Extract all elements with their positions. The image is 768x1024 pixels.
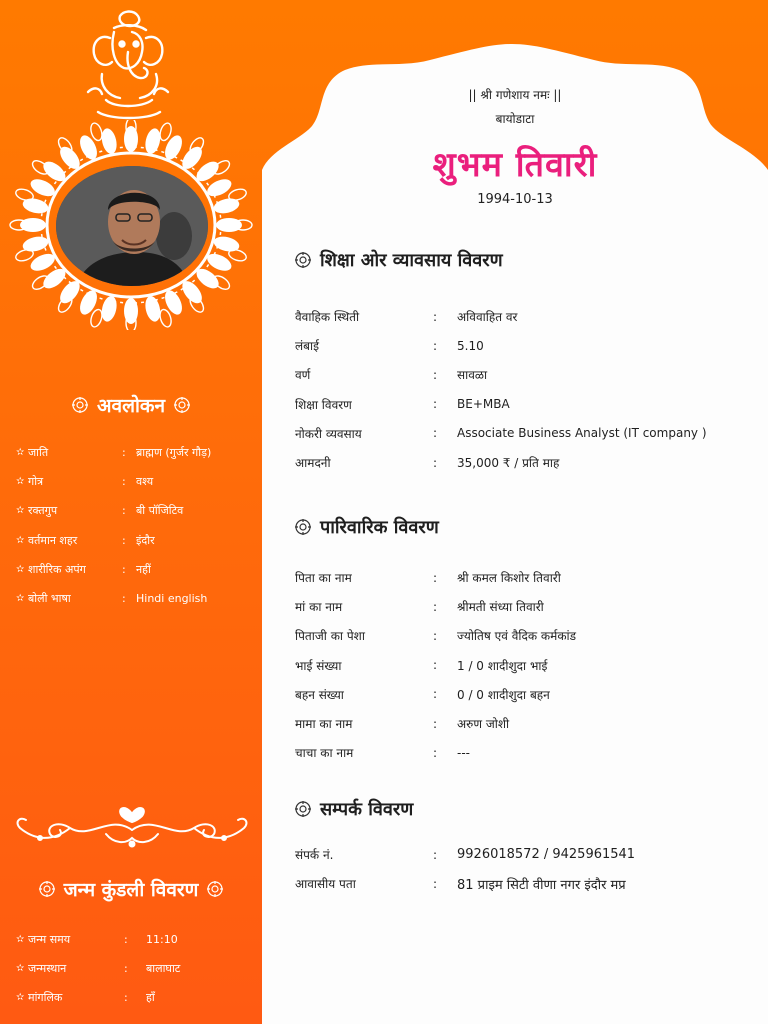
overview-row bbox=[16, 467, 256, 496]
star-icon: ✫ bbox=[16, 534, 25, 546]
star-icon: ✫ bbox=[16, 593, 25, 605]
shloka-text: || श्री गणेशाय नमः || bbox=[468, 88, 562, 102]
detail-label: नोकरी व्यवसाय bbox=[295, 426, 362, 441]
detail-value: --- bbox=[457, 745, 470, 760]
colon-separator: : bbox=[124, 962, 128, 976]
detail-label: आवासीय पता bbox=[295, 877, 356, 892]
star-icon: ✫ bbox=[16, 992, 25, 1004]
kundali-label: जन्म समय bbox=[28, 933, 71, 947]
detail-label: भाई संख्या bbox=[295, 658, 342, 673]
family-row bbox=[295, 709, 745, 738]
education-row bbox=[295, 390, 745, 419]
overview-row bbox=[16, 526, 256, 555]
mandala-petal bbox=[227, 187, 247, 202]
overview-label: रक्तगुप bbox=[28, 504, 58, 518]
contact-list bbox=[295, 840, 745, 898]
star-icon: ✫ bbox=[16, 934, 25, 946]
contact-row bbox=[295, 840, 745, 869]
detail-value: सावळा bbox=[457, 368, 488, 383]
contact-heading-text: सम्पर्क विवरण bbox=[320, 799, 414, 820]
family-row bbox=[295, 651, 745, 680]
mandala-petal bbox=[227, 248, 247, 263]
detail-value: श्री कमल किशोर तिवारी bbox=[457, 571, 561, 586]
education-row bbox=[295, 448, 745, 477]
family-row bbox=[295, 680, 745, 709]
mandala-petal bbox=[143, 127, 162, 155]
colon-separator: : bbox=[433, 599, 438, 614]
kundali-row bbox=[16, 954, 256, 983]
contact-row bbox=[295, 869, 745, 898]
overview-value: Hindi english bbox=[136, 592, 208, 606]
detail-label: पिताजी का पेशा bbox=[295, 629, 365, 644]
detail-label: चाचा का नाम bbox=[295, 746, 354, 761]
kundali-heading bbox=[0, 876, 262, 902]
education-row bbox=[295, 302, 745, 331]
biodata-label: बायोडाटा bbox=[495, 112, 535, 126]
family-row bbox=[295, 621, 745, 650]
colon-separator: : bbox=[122, 446, 126, 460]
flower-ornament-icon bbox=[173, 396, 191, 414]
mandala-petal bbox=[89, 122, 104, 142]
overview-row bbox=[16, 496, 256, 525]
overview-value: बी पॉजिटिव bbox=[136, 504, 184, 518]
education-section-heading bbox=[294, 248, 503, 272]
colon-separator: : bbox=[122, 592, 126, 606]
detail-value: अविवाहित वर bbox=[457, 310, 518, 325]
ganesha-icon bbox=[80, 8, 176, 126]
person-name: शुभम तिवारी bbox=[432, 145, 598, 185]
mandala-petal bbox=[158, 122, 173, 142]
colon-separator: : bbox=[433, 876, 438, 891]
kundali-label: मांगलिक bbox=[28, 991, 63, 1005]
flower-ornament-icon bbox=[71, 396, 89, 414]
colon-separator: : bbox=[433, 338, 438, 353]
education-list bbox=[295, 302, 745, 477]
mandala-petal bbox=[143, 295, 162, 323]
kundali-row bbox=[16, 983, 256, 1012]
kundali-row bbox=[16, 925, 256, 954]
overview-label: वर्तमान शहर bbox=[28, 533, 78, 547]
colon-separator: : bbox=[433, 397, 438, 412]
flower-ornament-icon bbox=[294, 518, 312, 536]
overview-value: ब्राह्मण (गुर्जर गौड़) bbox=[136, 446, 212, 460]
colon-separator: : bbox=[433, 658, 438, 673]
overview-label: गोत्र bbox=[28, 475, 44, 489]
detail-value: 5.10 bbox=[457, 338, 484, 353]
detail-label: मां का नाम bbox=[295, 600, 343, 615]
family-row bbox=[295, 563, 745, 592]
kundali-value: हाँ bbox=[146, 991, 155, 1005]
date-of-birth: 1994-10-13 bbox=[477, 192, 553, 207]
colon-separator: : bbox=[433, 716, 438, 731]
overview-label: जाति bbox=[28, 446, 49, 460]
mandala-petal bbox=[14, 248, 34, 263]
detail-value: अरुण जोशी bbox=[457, 717, 510, 732]
colon-separator: : bbox=[433, 309, 438, 324]
kundali-heading-text: जन्म कुंडली विवरण bbox=[63, 879, 199, 901]
detail-label: संपर्क नं. bbox=[295, 848, 334, 863]
mandala-petal bbox=[21, 196, 49, 215]
overview-heading-text: अवलोकन bbox=[96, 395, 166, 417]
detail-value: 35,000 ₹ / प्रति माह bbox=[457, 456, 560, 471]
overview-label: शारीरिक अपंग bbox=[28, 562, 86, 576]
education-row bbox=[295, 419, 745, 448]
colon-separator: : bbox=[433, 687, 438, 702]
detail-value: ज्योतिष एवं वैदिक कर्मकांड bbox=[457, 629, 577, 644]
colon-separator: : bbox=[433, 455, 438, 470]
flower-ornament-icon bbox=[206, 880, 224, 898]
detail-label: वर्ण bbox=[295, 368, 311, 383]
overview-heading bbox=[0, 392, 262, 418]
flower-ornament-icon bbox=[294, 800, 312, 818]
star-icon: ✫ bbox=[16, 505, 25, 517]
overview-row bbox=[16, 584, 256, 613]
star-icon: ✫ bbox=[16, 963, 25, 975]
detail-label: मामा का नाम bbox=[295, 717, 353, 732]
mandala-petal bbox=[99, 295, 118, 323]
detail-value: BE+MBA bbox=[457, 397, 510, 412]
profile-photo bbox=[56, 166, 208, 286]
colon-separator: : bbox=[433, 570, 438, 585]
star-icon: ✫ bbox=[16, 476, 25, 488]
detail-value: 1 / 0 शादीशुदा भाई bbox=[457, 658, 548, 673]
colon-separator: : bbox=[122, 533, 126, 547]
detail-label: बहन संख्या bbox=[295, 687, 344, 702]
detail-label: आमदनी bbox=[295, 456, 331, 471]
kundali-value: बालाघाट bbox=[146, 962, 181, 976]
family-list bbox=[295, 563, 745, 767]
flower-ornament-icon bbox=[38, 880, 56, 898]
colon-separator: : bbox=[122, 475, 126, 489]
mandala-petal bbox=[21, 234, 49, 253]
mandala-petal bbox=[158, 308, 173, 328]
colon-separator: : bbox=[122, 562, 126, 576]
family-heading-text: पारिवारिक विवरण bbox=[320, 517, 439, 538]
detail-value: 9926018572 / 9425961541 bbox=[457, 847, 636, 863]
education-row bbox=[295, 331, 745, 360]
detail-value: Associate Business Analyst (IT company ) bbox=[457, 426, 707, 441]
detail-value: श्रीमती संध्या तिवारी bbox=[457, 600, 544, 615]
mandala-petal bbox=[212, 234, 240, 253]
family-section-heading bbox=[294, 515, 439, 539]
kundali-list bbox=[16, 925, 256, 1013]
overview-row bbox=[16, 555, 256, 584]
colon-separator: : bbox=[433, 628, 438, 643]
contact-section-heading bbox=[294, 797, 413, 821]
mandala-petal bbox=[89, 308, 104, 328]
colon-separator: : bbox=[124, 933, 128, 947]
detail-value: 81 प्राइम सिटी वीणा नगर इंदौर मप्र bbox=[457, 877, 626, 893]
colon-separator: : bbox=[433, 426, 438, 441]
family-row bbox=[295, 738, 745, 767]
colon-separator: : bbox=[124, 991, 128, 1005]
colon-separator: : bbox=[433, 367, 438, 382]
flower-ornament-icon bbox=[294, 251, 312, 269]
detail-value: 0 / 0 शादीशुदा बहन bbox=[457, 687, 550, 702]
kundali-label: जन्मस्थान bbox=[28, 962, 67, 976]
colon-separator: : bbox=[433, 745, 438, 760]
overview-row bbox=[16, 438, 256, 467]
mandala-petal bbox=[212, 196, 240, 215]
kundali-value: 11:10 bbox=[146, 933, 178, 947]
overview-label: बोली भाषा bbox=[28, 592, 71, 606]
star-icon: ✫ bbox=[16, 447, 25, 459]
colon-separator: : bbox=[433, 847, 438, 862]
detail-label: शिक्षा विवरण bbox=[295, 397, 352, 412]
education-heading-text: शिक्षा ओर व्यावसाय विवरण bbox=[320, 250, 503, 271]
detail-label: पिता का नाम bbox=[295, 571, 352, 586]
family-row bbox=[295, 592, 745, 621]
overview-value: नहीं bbox=[136, 562, 151, 576]
overview-value: वश्य bbox=[136, 475, 154, 489]
mandala-petal bbox=[14, 187, 34, 202]
overview-value: इंदौर bbox=[136, 533, 155, 547]
education-row bbox=[295, 360, 745, 389]
overview-list bbox=[16, 438, 256, 613]
detail-label: वैवाहिक स्थिती bbox=[295, 310, 360, 325]
star-icon: ✫ bbox=[16, 563, 25, 575]
scroll-divider-ornament bbox=[10, 800, 254, 856]
colon-separator: : bbox=[122, 504, 126, 518]
detail-label: लंबाई bbox=[295, 339, 319, 354]
